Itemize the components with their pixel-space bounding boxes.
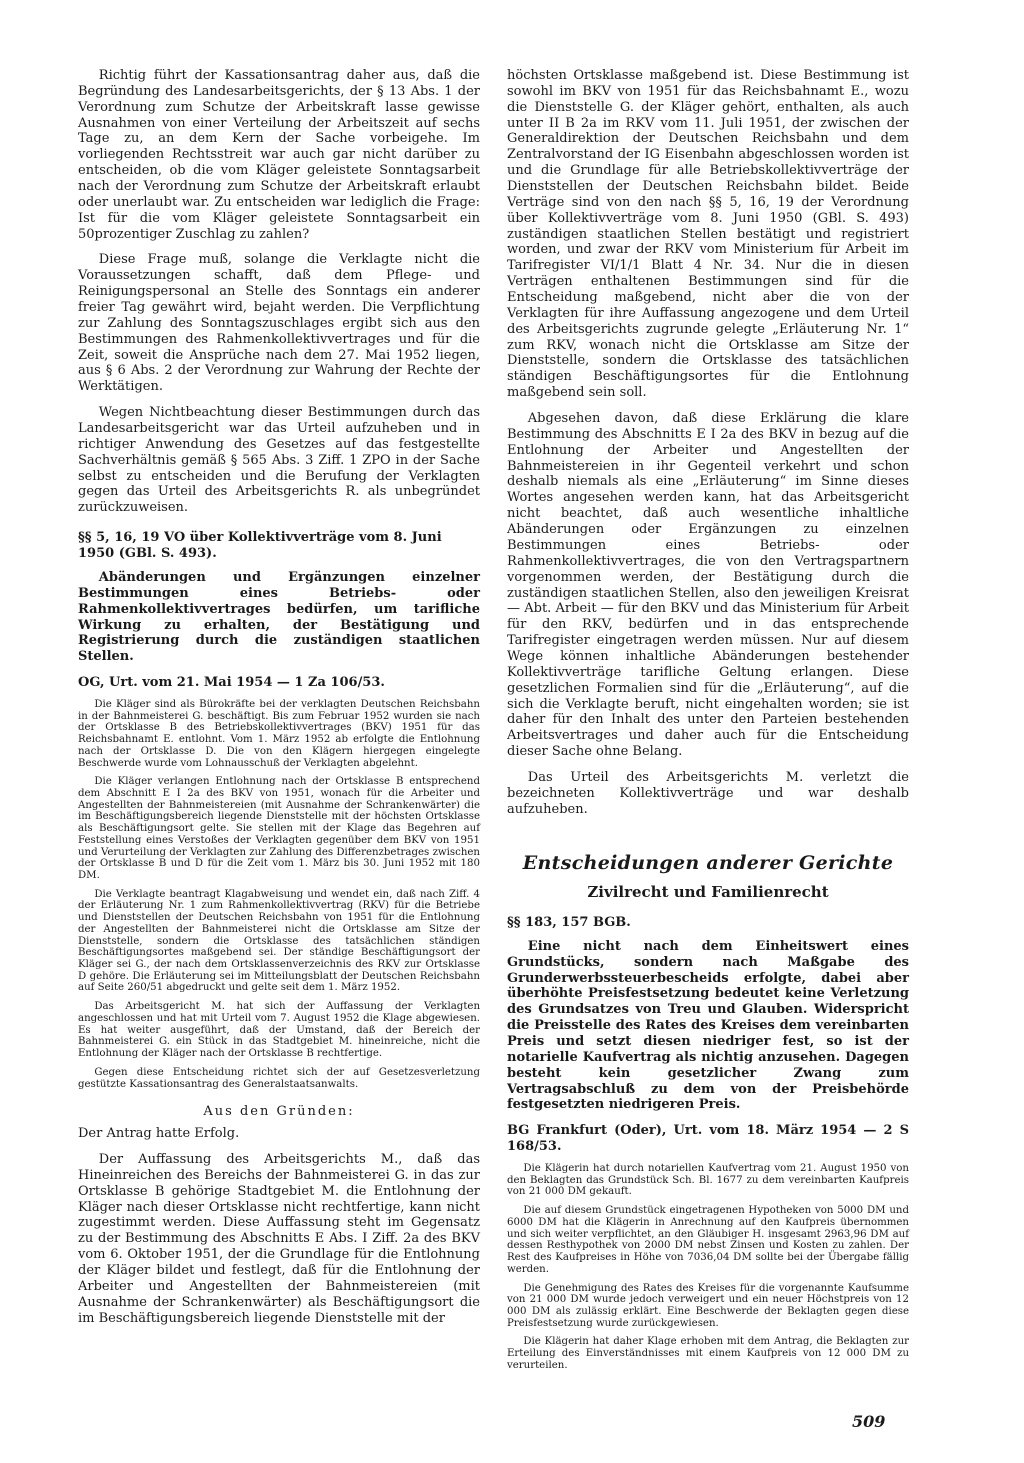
paragraph: Wegen Nichtbeachtung dieser Bestimmungen durch das Landesarbeitsgericht war das Urteil aufzuheben und in richtiger Anwendung des Gesetzes auf das festgestellte Sachverhältnis gemäß § 565 Abs. 3 Ziff. 1 ZPO in der Sache selbst zu entscheiden und die Berufung der Verklagten gegen das Urteil des Arbeitsgerichts R. als unbegründet zurückzuweisen. (78, 405, 480, 516)
paragraph: Das Urteil des Arbeitsgerichts M. verletzt die bezeichneten Kollektivverträge und war deshalb aufzuheben. (507, 769, 909, 817)
facts-paragraph: Die Kläger sind als Bürokräfte bei der verklagten Deutschen Reichsbahn in der Bahnmeisterei G. beschäftigt. Bis zum Februar 1952 wurden sie nach der Ortsklasse B des Betriebskollektivvertrages (BKV) 1951 für das Reichsbahnamt E. entlohnt. Vom 1. März 1952 ab erfolgte die Entlohnung nach der Ortsklasse D. Die von den Klägern hiergegen eingelegte Beschwerde wurde vom Lohnausschuß der Verklagten abgelehnt. (78, 698, 480, 769)
court-citation: BG Frankfurt (Oder), Urt. vom 18. März 1954 — 2 S 168/53. (507, 1123, 909, 1155)
page-number: 509 (852, 1412, 886, 1431)
facts-paragraph: Die auf diesem Grundstück eingetragenen Hypotheken von 5000 DM und 6000 DM hat die Klägerin in Anrechnung auf den Kaufpreis übernommen und sich weiter verpflichtet, an den Gläubiger H. insgesamt 2963,96 DM auf dessen Resthypothek von 2000 DM nebst Zinsen und Kosten zu zahlen. Der Rest des Kaufpreises in Höhe von 7036,04 DM sollte bei der Übergabe fällig werden. (507, 1205, 909, 1275)
paragraph: höchsten Ortsklasse maßgebend ist. Diese Bestimmung ist sowohl im BKV von 1951 für das Reichsbahnamt E., wozu die Dienststelle G. der Kläger gehört, enthalten, als auch unter II B 2a im RKV vom 11. Juli 1951, der zwischen der Generaldirektion der Deutschen Reichsbahn und dem Zentralvorstand der IG Eisenbahn abgeschlossen worden ist und die Grundlage für alle Betriebskollektivverträge der Dienststellen der Deutschen Reichsbahn bildet. Beide Verträge sind von den nach §§ 5, 16, 19 der Verordnung über Kollektivverträge vom 8. Juni 1950 (GBl. S. 493) zuständigen staatlichen Stellen bestätigt und registriert worden, und zwar der RKV vom Ministerium für Arbeit im Tarifregister VI/1/1 Blatt 4 Nr. 34. Nur die in diesen Verträgen enthaltenen Bestimmungen sind für die Entscheidung maßgebend, nicht aber die von der Verklagten für ihre Auffassung angezogene und dem Urteil des Arbeitsgerichts zugrunde gelegte „Erläuterung Nr. 1“ zum RKV, wonach nicht die Ortsklasse am Sitze der Dienststelle, sondern die Ortsklasse des tatsächlichen ständigen Beschäftigungsortes für die Entlohnung maßgebend sein soll. (507, 68, 909, 401)
statute-heading: §§ 183, 157 BGB. (507, 915, 631, 930)
headnote: Eine nicht nach dem Einheitswert eines Grundstücks, sondern nach Maßgabe des Grunderwerbssteuerbescheids erfolgte, dabei aber überhöhte Preisfestsetzung bedeutet keine Verletzung des Grundsatzes von Treu und Glauben. Widerspricht die Preisstelle des Rates des Kreises dem vereinbarten Preis und setzt diesen niedriger fest, so ist der notarielle Kaufvertrag als nichtig anzusehen. Dagegen besteht kein gesetzlicher Zwang zum Vertragsabschluß zu dem von der Preisbehörde festgesetzten niedrigeren Preis. (507, 938, 909, 1113)
paragraph: Abgesehen davon, daß diese Erklärung die klare Bestimmung des Abschnitts E I 2a des BKV in bezug auf die Entlohnung der Arbeiter und Angestellten der Bahnmeistereien in ihr Gegenteil verkehrt und schon deshalb niemals als eine „Erläuterung“ im Sinne dieses Wortes angesehen werden kann, hat das Arbeitsgericht nicht beachtet, daß auch wesentliche inhaltliche Abänderungen oder Ergänzungen zu einzelnen Bestimmungen eines Betriebs- oder Rahmenkollektivvertrages, die von den Vertragspartnern vorgenommen werden, der Bestätigung durch die zuständigen staatlichen Stellen, also den jeweiligen Kreisrat — Abt. Arbeit — für den BKV und das Ministerium für Arbeit für den RKV, bedürfen und in das entsprechende Tarifregister eingetragen werden müssen. Nur auf diesem Wege können inhaltliche Abänderungen bestehender Kollektivverträge tarifliche Geltung erlangen. Diese gesetzlichen Formalien sind für die „Erläuterung“, auf die sich die Verklagte beruft, nicht eingehalten worden; sie ist daher für den Inhalt des unter den Parteien bestehenden Arbeitsvertrages und daher auch für die Entscheidung dieser Sache ohne Belang. (507, 411, 909, 760)
headnote: Abänderungen und Ergänzungen einzelner Bestimmungen eines Betriebs- oder Rahmenkollektivvertrages bedürfen, um tarifliche Wirkung zu erhalten, der Bestätigung und Registrierung durch die zuständigen staatlichen Stellen. (78, 569, 480, 665)
facts-paragraph: Die Klägerin hat daher Klage erhoben mit dem Antrag, die Beklagten zur Erteilung des Einverständnisses mit einem Kaufpreis von 12 000 DM zu verurteilen. (507, 1336, 909, 1371)
right-column (507, 68, 909, 1379)
facts-paragraph: Gegen diese Entscheidung richtet sich der auf Gesetzesverletzung gestützte Kassationsantrag des Generalstaatsanwalts. (78, 1066, 480, 1090)
section-title: Entscheidungen anderer Gerichte (522, 851, 894, 874)
facts-paragraph: Die Kläger verlangen Entlohnung nach der Ortsklasse B entsprechend dem Abschnitt E I 2a des BKV von 1951, wonach für die Arbeiter und Angestellten der Bahnmeistereien (mit Ausnahme der Schrankenwärter) die im Beschäftigungsbereich liegende Dienststelle mit der höchsten Ortsklasse als Beschäftigungsort gelte. Sie stellen mit der Klage das Begehren auf Feststellung eines Verstoßes der Verklagten gegenüber dem BKV von 1951 und Verurteilung der Verklagten zur Zahlung des Differenzbetrages zwischen der Ortsklasse B und D für die Zeit vom 1. März bis 30. Juni 1952 mit 180 DM. (78, 776, 480, 881)
facts-paragraph: Die Verklagte beantragt Klagabweisung und wendet ein, daß nach Ziff. 4 der Erläuterung Nr. 1 zum Rahmenkollektivvertrag (RKV) für die Betriebe und Dienststellen der Deutschen Reichsbahn von 1951 für die Entlohnung der Angestellten der Bahnmeisterei nicht die Ortsklasse am Sitze der Dienststelle, sondern die Ortsklasse des tatsächlichen ständigen Beschäftigungsortes maßgebend sei. Der ständige Beschäftigungsort der Kläger sei G., der nach dem Ortsklassenverzeichnis des RKV zur Ortsklasse D gehöre. Die Erläuterung sei im Mitteilungsblatt der Deutschen Reichsbahn auf Seite 260/51 abgedruckt und gelte seit dem 1. März 1952. (78, 888, 480, 994)
facts-paragraph: Das Arbeitsgericht M. hat sich der Auffassung der Verklagten angeschlossen und hat mit Urteil vom 7. August 1952 die Klage abgewiesen. Es hat weiter ausgeführt, daß der Umstand, daß der Bereich der Bahnmeisterei G. ein Stück in das Stadtgebiet M. hineinreiche, nicht die Entlohnung der Kläger nach der Ortsklasse B rechtfertige. (78, 1001, 480, 1060)
paragraph: Diese Frage muß, solange die Verklagte nicht die Voraussetzungen schafft, daß dem Pflege- und Reinigungspersonal an Stelle des Sonntags ein anderer freier Tag gewährt wird, bejaht werden. Die Verpflichtung zur Zahlung des Sonntagszuschlages ergibt sich aus den Bestimmungen des Rahmenkollektivvertrages und für die Zeit, soweit die Ansprüche nach dem 27. Mai 1952 liegen, aus § 6 Abs. 2 der Verordnung zur Wahrung der Rechte der Werktätigen. (78, 252, 480, 395)
paragraph: Der Auffassung des Arbeitsgerichts M., daß das Hineinreichen des Bereichs der Bahnmeisterei G. in das zur Ortsklasse B gehörige Stadtgebiet M. die Entlohnung der Kläger nach dieser Ortsklasse nicht rechtfertige, kann nicht zugestimmt werden. Diese Auffassung steht im Gegensatz zu der Bestimmung des Abschnitts E Abs. I Ziff. 2a des BKV vom 6. Oktober 1951, der die Grundlage für die Entlohnung der Kläger bildet und festlegt, daß für die Entlohnung der Arbeiter und Angestellten der Bahnmeistereien (mit Ausnahme der Schrankenwärter) als Beschäftigungsort die im Beschäftigungsbereich liegende Dienststelle mit der (78, 1151, 480, 1326)
subsection-title: Zivilrecht und Familienrecht (587, 882, 829, 901)
paragraph: Richtig führt der Kassationsantrag daher aus, daß die Begründung des Landesarbeitsgerichts, der § 13 Abs. 1 der Verordnung zum Schutze der Arbeitskraft lasse gewisse Ausnahmen von einer Verteilung der Arbeitszeit auf sechs Tage zu, an dem Kern der Sache vorbeigehe. Im vorliegenden Rechtsstreit war auch gar nicht darüber zu entscheiden, ob die vom Kläger geleistete Sonntagsarbeit nach der Verordnung zum Schutze der Arbeitskraft erlaubt oder unerlaubt war. Zu entscheiden war lediglich die Frage: Ist für die vom Kläger geleistete Sonntagsarbeit ein 50prozentiger Zuschlag zu zahlen? (78, 68, 480, 242)
left-column (78, 68, 480, 1336)
court-citation: OG, Urt. vom 21. Mai 1954 — 1 Za 106/53. (78, 675, 385, 691)
facts-paragraph: Die Klägerin hat durch notariellen Kaufvertrag vom 21. August 1950 von den Beklagten das Grundstück Sch. Bl. 1677 zu dem vereinbarten Kaufpreis von 21 000 DM gekauft. (507, 1163, 909, 1198)
reasons-heading: Aus den Gründen: (203, 1104, 355, 1120)
facts-paragraph: Die Genehmigung des Rates des Kreises für die vorgenannte Kaufsumme von 21 000 DM wurde jedoch verweigert und ein neuer Höchstpreis von 12 000 DM als zulässig erklärt. Eine Beschwerde der Beklagten gegen diese Preisfestsetzung wurde zurückgewiesen. (507, 1282, 909, 1329)
statute-heading: §§ 5, 16, 19 VO über Kollektivverträge vom 8. Juni 1950 (GBl. S. 493). (78, 530, 442, 562)
paragraph: Der Antrag hatte Erfolg. (78, 1126, 240, 1142)
